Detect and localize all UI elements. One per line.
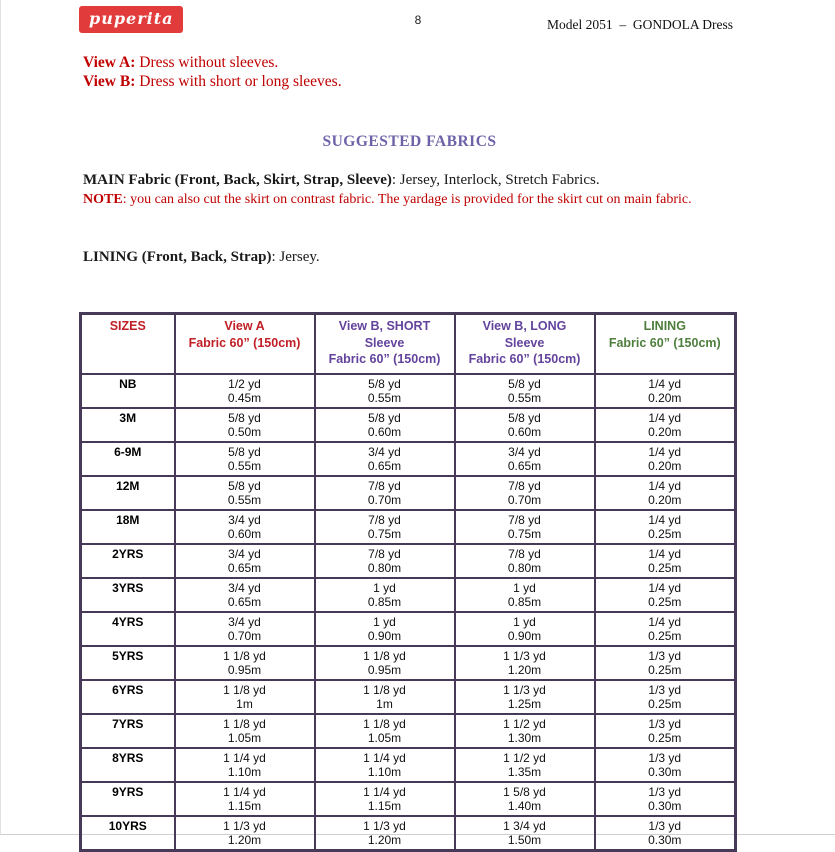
- table-row: [81, 442, 736, 476]
- table-row: [81, 612, 736, 646]
- size-cell: 8YRS: [81, 748, 175, 782]
- yardage-cell: [455, 408, 595, 442]
- yardage-line: 1.20m: [507, 663, 542, 677]
- yardage-line: 0.90m: [507, 629, 542, 643]
- yardage-line: 1/3 yd: [648, 716, 682, 731]
- table-row: [81, 476, 736, 510]
- yardage-line: 1.20m: [367, 833, 402, 847]
- yardage-line: 1/2 yd: [228, 376, 261, 391]
- yardage-line: 1 3/4 yd: [503, 818, 546, 833]
- yardage-line: 3/4 yd: [508, 444, 541, 459]
- yardage-cell: [455, 816, 595, 851]
- yardage-line: 0.55m: [507, 391, 542, 405]
- yardage-cell: [595, 816, 736, 851]
- yardage-line: 5/8 yd: [508, 376, 541, 391]
- yardage-line: 1.15m: [367, 799, 402, 813]
- yardage-cell: [175, 612, 315, 646]
- column-header-line: View A: [224, 319, 265, 333]
- column-header-line: Sleeve: [364, 335, 405, 350]
- yardage-line: 1m: [236, 697, 253, 711]
- yardage-cell: [175, 476, 315, 510]
- yardage-cell: [175, 374, 315, 408]
- yardage-cell: [595, 442, 736, 476]
- yardage-cell: [595, 408, 736, 442]
- main-fabric-label: MAIN Fabric (Front, Back, Skirt, Strap, Sleeve): [83, 172, 392, 188]
- yardage-line: 1 1/8 yd: [223, 648, 266, 663]
- yardage-line: 1/4 yd: [648, 512, 682, 527]
- yardage-line: 1.10m: [227, 765, 262, 779]
- note-paragraph: [83, 191, 733, 210]
- yardage-line: 0.75m: [507, 527, 542, 541]
- yardage-cell: [175, 782, 315, 816]
- yardage-line: 1m: [376, 697, 393, 711]
- view-b-text: Dress with short or long sleeves.: [135, 72, 342, 90]
- yardage-cell: [455, 442, 595, 476]
- yardage-line: 1 1/3 yd: [363, 818, 406, 833]
- column-header-view-a: [175, 314, 315, 374]
- yardage-line: 1/4 yd: [648, 614, 682, 629]
- yardage-line: 0.80m: [367, 561, 402, 575]
- yardage-cell: [315, 748, 455, 782]
- yardage-line: 5/8 yd: [228, 478, 261, 493]
- view-a-label: View A:: [83, 54, 136, 71]
- yardage-line: 0.30m: [648, 765, 682, 779]
- table-row: [81, 578, 736, 612]
- table-row: [81, 782, 736, 816]
- yardage-line: 0.20m: [648, 391, 682, 405]
- yardage-cell: [175, 578, 315, 612]
- yardage-line: 0.70m: [507, 493, 542, 507]
- yardage-cell: [175, 442, 315, 476]
- column-header-line: Fabric 60” (150cm): [468, 352, 581, 366]
- size-cell: 3YRS: [81, 578, 175, 612]
- yardage-line: 1/3 yd: [648, 750, 682, 765]
- yardage-line: 0.80m: [507, 561, 542, 575]
- yardage-line: 1/4 yd: [648, 410, 682, 425]
- yardage-line: 1 1/3 yd: [503, 682, 546, 697]
- yardage-cell: [595, 748, 736, 782]
- yardage-cell: [595, 612, 736, 646]
- yardage-line: 7/8 yd: [508, 512, 541, 527]
- yardage-line: 0.85m: [507, 595, 542, 609]
- table-row: [81, 510, 736, 544]
- yardage-line: 0.25m: [648, 731, 682, 745]
- yardage-line: 0.85m: [367, 595, 402, 609]
- yardage-line: 1/4 yd: [648, 444, 682, 459]
- column-header-line: Fabric 60” (150cm): [608, 335, 721, 350]
- yardage-table: [79, 312, 737, 852]
- yardage-cell: [175, 510, 315, 544]
- header-row: [81, 314, 736, 374]
- yardage-line: 0.45m: [227, 391, 262, 405]
- yardage-cell: [315, 510, 455, 544]
- yardage-line: 5/8 yd: [368, 410, 401, 425]
- yardage-cell: [595, 646, 736, 680]
- table-body: [81, 374, 736, 851]
- size-cell: 10YRS: [81, 816, 175, 851]
- yardage-line: 0.55m: [227, 493, 262, 507]
- yardage-line: 0.95m: [227, 663, 262, 677]
- yardage-line: 0.55m: [367, 391, 402, 405]
- yardage-line: 1.40m: [507, 799, 542, 813]
- table-row: [81, 646, 736, 680]
- yardage-cell: [315, 544, 455, 578]
- yardage-cell: [455, 646, 595, 680]
- yardage-cell: [455, 680, 595, 714]
- yardage-cell: [175, 816, 315, 851]
- column-header-line: LINING: [643, 319, 686, 333]
- yardage-line: 1 1/3 yd: [223, 818, 266, 833]
- yardage-cell: [315, 476, 455, 510]
- yardage-line: 0.65m: [367, 459, 402, 473]
- yardage-line: 1/4 yd: [648, 580, 682, 595]
- yardage-cell: [455, 612, 595, 646]
- model-title: Model 2051 – GONDOLA Dress: [547, 17, 733, 32]
- yardage-cell: [455, 476, 595, 510]
- yardage-line: 1/4 yd: [648, 546, 682, 561]
- yardage-line: 1 1/8 yd: [363, 648, 406, 663]
- yardage-line: 7/8 yd: [508, 546, 541, 561]
- yardage-cell: [315, 612, 455, 646]
- size-cell: 9YRS: [81, 782, 175, 816]
- view-b-line: [83, 73, 342, 92]
- column-header-view-b-long: [455, 314, 595, 374]
- yardage-line: 1 1/3 yd: [503, 648, 546, 663]
- yardage-line: 0.25m: [648, 527, 682, 541]
- yardage-line: 5/8 yd: [368, 376, 401, 391]
- column-header-line: Sleeve: [504, 335, 545, 350]
- column-header-line: SIZES: [109, 319, 146, 333]
- yardage-cell: [595, 578, 736, 612]
- yardage-cell: [595, 510, 736, 544]
- yardage-cell: [315, 442, 455, 476]
- yardage-line: 1.10m: [367, 765, 402, 779]
- size-cell: 12M: [81, 476, 175, 510]
- yardage-cell: [315, 578, 455, 612]
- yardage-line: 0.25m: [648, 663, 682, 677]
- yardage-line: 5/8 yd: [508, 410, 541, 425]
- yardage-line: 1 1/4 yd: [223, 750, 266, 765]
- yardage-line: 0.25m: [648, 697, 682, 711]
- yardage-cell: [315, 646, 455, 680]
- yardage-line: 1/3 yd: [648, 682, 682, 697]
- yardage-line: 0.30m: [648, 833, 682, 847]
- yardage-line: 0.20m: [648, 459, 682, 473]
- yardage-line: 0.20m: [648, 425, 682, 439]
- yardage-line: 0.65m: [227, 561, 262, 575]
- yardage-line: 0.60m: [507, 425, 542, 439]
- yardage-line: 1/3 yd: [648, 818, 682, 833]
- yardage-cell: [455, 748, 595, 782]
- yardage-line: 1 1/8 yd: [223, 682, 266, 697]
- yardage-cell: [595, 680, 736, 714]
- yardage-line: 3/4 yd: [228, 580, 261, 595]
- yardage-cell: [455, 714, 595, 748]
- yardage-line: 5/8 yd: [228, 410, 261, 425]
- yardage-cell: [315, 408, 455, 442]
- table-row: [81, 680, 736, 714]
- yardage-cell: [595, 374, 736, 408]
- yardage-line: 0.70m: [227, 629, 262, 643]
- yardage-line: 1.35m: [507, 765, 542, 779]
- size-cell: 6YRS: [81, 680, 175, 714]
- yardage-line: 1/3 yd: [648, 648, 682, 663]
- table-row: [81, 408, 736, 442]
- yardage-cell: [315, 680, 455, 714]
- yardage-line: 1 1/4 yd: [363, 784, 406, 799]
- yardage-line: 1.25m: [507, 697, 542, 711]
- column-header-line: Fabric 60” (150cm): [188, 335, 301, 350]
- yardage-line: 1 5/8 yd: [503, 784, 546, 799]
- yardage-line: 0.75m: [367, 527, 402, 541]
- yardage-line: 5/8 yd: [228, 444, 261, 459]
- yardage-line: 0.25m: [648, 595, 682, 609]
- note-text: : you can also cut the skirt on contrast fabric. The yardage is provided for the skirt cut on main fabric.: [122, 192, 692, 207]
- column-header-line: View B, SHORT: [338, 319, 431, 333]
- yardage-cell: [315, 782, 455, 816]
- yardage-line: 1 yd: [373, 614, 396, 629]
- yardage-line: 0.25m: [648, 629, 682, 643]
- yardage-cell: [315, 714, 455, 748]
- size-cell: 4YRS: [81, 612, 175, 646]
- yardage-cell: [175, 408, 315, 442]
- yardage-line: 0.95m: [367, 663, 402, 677]
- yardage-line: 1 1/8 yd: [363, 682, 406, 697]
- yardage-line: 0.65m: [507, 459, 542, 473]
- table-row: [81, 816, 736, 851]
- view-a-text: Dress without sleeves.: [135, 54, 279, 71]
- page-number: 8: [414, 13, 422, 27]
- yardage-line: 1 1/4 yd: [363, 750, 406, 765]
- yardage-cell: [175, 544, 315, 578]
- yardage-cell: [455, 374, 595, 408]
- column-header-line: Fabric 60” (150cm): [328, 352, 441, 366]
- size-cell: 6-9M: [81, 442, 175, 476]
- yardage-line: 1 yd: [513, 580, 536, 595]
- table-head: [81, 314, 736, 374]
- yardage-cell: [595, 476, 736, 510]
- column-header-sizes: [81, 314, 175, 374]
- yardage-line: 1 yd: [373, 580, 396, 595]
- yardage-cell: [455, 578, 595, 612]
- main-fabric-text: : Jersey, Interlock, Stretch Fabrics.: [391, 172, 600, 188]
- yardage-line: 7/8 yd: [368, 546, 401, 561]
- yardage-line: 0.90m: [367, 629, 402, 643]
- puperita-logo: puperita: [79, 6, 183, 33]
- yardage-line: 1.05m: [227, 731, 262, 745]
- yardage-cell: [175, 680, 315, 714]
- size-cell: 7YRS: [81, 714, 175, 748]
- size-cell: 18M: [81, 510, 175, 544]
- column-header-lining: [595, 314, 736, 374]
- yardage-cell: [455, 782, 595, 816]
- yardage-line: 0.60m: [227, 527, 262, 541]
- size-cell: 2YRS: [81, 544, 175, 578]
- main-fabric-paragraph: [83, 171, 743, 190]
- yardage-line: 1.15m: [227, 799, 262, 813]
- yardage-line: 0.25m: [648, 561, 682, 575]
- yardage-line: 7/8 yd: [508, 478, 541, 493]
- table-row: [81, 544, 736, 578]
- column-header-line: View B, LONG: [482, 319, 567, 333]
- size-cell: NB: [81, 374, 175, 408]
- yardage-line: 1 1/4 yd: [223, 784, 266, 799]
- yardage-line: 1 1/2 yd: [503, 716, 546, 731]
- yardage-cell: [175, 748, 315, 782]
- yardage-line: 1/4 yd: [648, 478, 682, 493]
- yardage-line: 3/4 yd: [368, 444, 401, 459]
- yardage-line: 1.05m: [367, 731, 402, 745]
- view-descriptions: [83, 54, 342, 91]
- lining-paragraph: [83, 248, 743, 267]
- yardage-line: 1 1/2 yd: [503, 750, 546, 765]
- size-cell: 5YRS: [81, 646, 175, 680]
- yardage-line: 7/8 yd: [368, 512, 401, 527]
- column-header-view-b-short: [315, 314, 455, 374]
- table-row: [81, 374, 736, 408]
- yardage-line: 0.55m: [227, 459, 262, 473]
- yardage-cell: [595, 544, 736, 578]
- yardage-cell: [455, 544, 595, 578]
- table-row: [81, 714, 736, 748]
- yardage-cell: [595, 714, 736, 748]
- yardage-line: 0.65m: [227, 595, 262, 609]
- lining-label: LINING (Front, Back, Strap): [83, 249, 272, 265]
- yardage-line: 1/3 yd: [648, 784, 682, 799]
- yardage-line: 3/4 yd: [228, 546, 261, 561]
- yardage-line: 1.20m: [227, 833, 262, 847]
- yardage-cell: [455, 510, 595, 544]
- yardage-cell: [595, 782, 736, 816]
- view-a-line: [83, 54, 342, 73]
- yardage-line: 1 yd: [513, 614, 536, 629]
- yardage-line: 1.30m: [507, 731, 542, 745]
- view-b-label: View B:: [83, 72, 136, 90]
- yardage-cell: [315, 816, 455, 851]
- yardage-cell: [175, 646, 315, 680]
- yardage-line: 1 1/8 yd: [363, 716, 406, 731]
- yardage-cell: [175, 714, 315, 748]
- size-cell: 3M: [81, 408, 175, 442]
- yardage-cell: [315, 374, 455, 408]
- yardage-line: 7/8 yd: [368, 478, 401, 493]
- yardage-line: 0.50m: [227, 425, 262, 439]
- yardage-line: 3/4 yd: [228, 614, 261, 629]
- table-row: [81, 748, 736, 782]
- yardage-line: 1/4 yd: [648, 376, 682, 391]
- yardage-line: 0.20m: [648, 493, 682, 507]
- lining-text: : Jersey.: [271, 249, 320, 265]
- yardage-line: 0.30m: [648, 799, 682, 813]
- yardage-line: 1 1/8 yd: [223, 716, 266, 731]
- yardage-line: 3/4 yd: [228, 512, 261, 527]
- note-label: NOTE: [83, 192, 123, 207]
- yardage-line: 1.50m: [507, 833, 542, 847]
- yardage-line: 0.70m: [367, 493, 402, 507]
- yardage-line: 0.60m: [367, 425, 402, 439]
- section-title: SUGGESTED FABRICS: [322, 133, 497, 150]
